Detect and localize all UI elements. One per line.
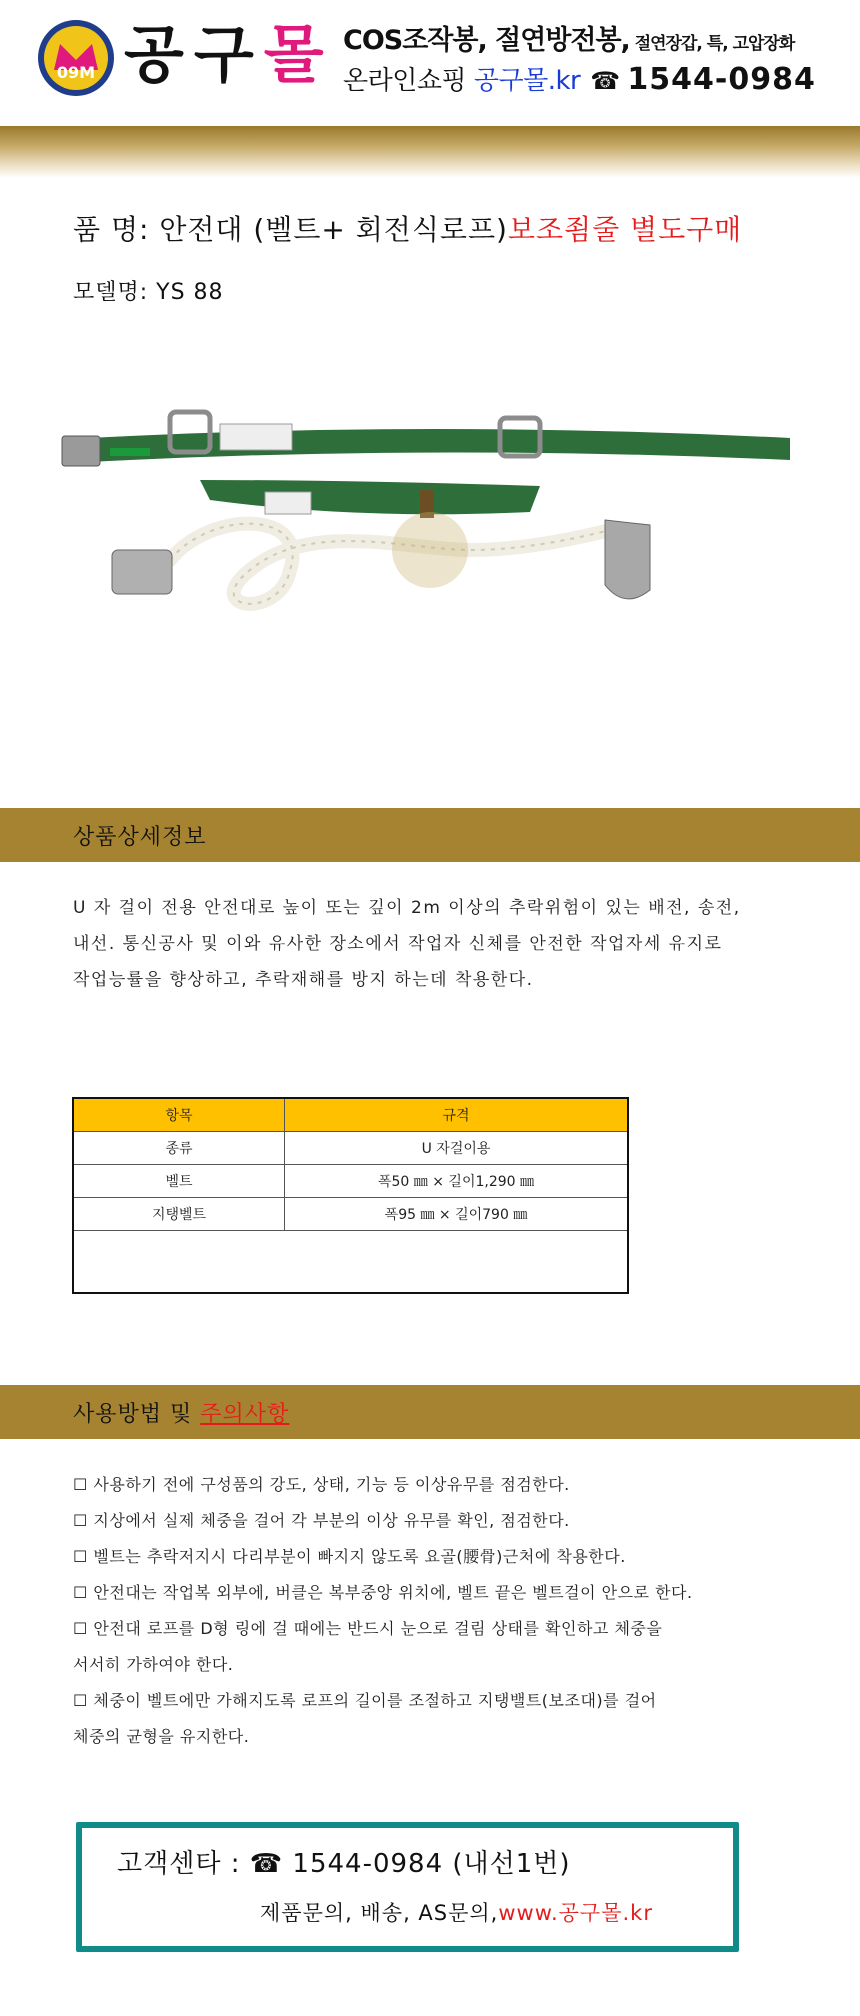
snap-hook <box>605 520 650 599</box>
product-name-note: 보조죔줄 별도구매 <box>507 213 743 246</box>
header-phone[interactable]: 1544-0984 <box>627 62 816 97</box>
detail-line: 작업능률을 향상하고, 추락재해를 방지 하는데 착용한다. <box>73 970 534 990</box>
table-header-row <box>74 1099 627 1132</box>
product-model: 모델명: YS 88 <box>73 280 224 305</box>
watermark-logo <box>392 512 468 588</box>
logo-text: 09M <box>56 63 96 82</box>
belt-accent <box>110 448 150 456</box>
tagline-small: 절연장갑, 특, 고압장화 <box>629 34 795 54</box>
phone-icon: ☎ <box>590 67 620 95</box>
detail-section-title: 상품상세정보 <box>73 825 207 850</box>
support-label <box>265 492 311 514</box>
rope-shape <box>170 524 610 604</box>
belt-label <box>220 424 292 450</box>
brand-logo[interactable] <box>36 18 116 98</box>
table-cell: 지탱벨트 <box>74 1198 285 1230</box>
usage-item: ☐ 지상에서 실제 체중을 걸어 각 부분의 이상 유무를 확인, 점검한다. <box>73 1511 570 1530</box>
shop-label: 온라인쇼핑 <box>343 66 474 96</box>
table-header-cell: 항목 <box>74 1099 285 1131</box>
table-row <box>74 1165 627 1198</box>
customer-center-box <box>76 1822 739 1952</box>
customer-center-topics: 제품문의, 배송, AS문의, <box>260 1901 499 1925</box>
site-link[interactable]: 공구몰.kr <box>473 66 581 96</box>
spec-table <box>72 1097 629 1294</box>
usage-title-main: 사용방법 및 <box>73 1402 201 1427</box>
table-row <box>74 1198 627 1231</box>
usage-item: ☐ 사용하기 전에 구성품의 강도, 상태, 기능 등 이상유무를 점검한다. <box>73 1475 570 1494</box>
brand-name[interactable] <box>124 10 334 100</box>
usage-item: 체중의 균형을 유지한다. <box>73 1727 250 1746</box>
usage-item: 서서히 가하여야 한다. <box>73 1655 234 1674</box>
usage-title-red: 주의사항 <box>200 1402 290 1427</box>
product-image <box>50 400 810 680</box>
product-name-label: 품 명: 안전대 (벨트+ 회전식로프) <box>73 213 508 246</box>
usage-item: ☐ 안전대 로프를 D형 링에 걸 때에는 반드시 눈으로 걸림 상태를 확인하고 체중을 <box>73 1619 663 1638</box>
header-divider-band <box>0 126 860 178</box>
customer-center-info <box>260 1897 653 1927</box>
usage-item: ☐ 벨트는 추락저지시 다리부분이 빠지지 않도록 요골(腰骨)근처에 착용한다. <box>73 1547 626 1566</box>
brand-last: 몰 <box>263 18 334 91</box>
usage-section-title <box>73 1397 289 1428</box>
table-cell: U 자걸이용 <box>421 1141 491 1157</box>
table-header-cell: 규격 <box>442 1108 470 1124</box>
product-name <box>73 208 742 248</box>
detail-line: 내선. 통신공사 및 이와 유사한 장소에서 작업자 신체를 안전한 작업자세 유지로 <box>73 934 723 954</box>
detail-line: U 자 걸이 전용 안전대로 높이 또는 깊이 2m 이상의 추락위험이 있는 배전, 송전, <box>73 898 741 918</box>
table-cell: 종류 <box>74 1132 285 1164</box>
brand-first: 공구 <box>124 18 264 91</box>
table-cell: 폭50 ㎜ × 길이1,290 ㎜ <box>378 1174 534 1190</box>
customer-center-site-link[interactable]: www.공구몰.kr <box>498 1901 653 1925</box>
customer-center-phone[interactable]: 고객센타 : ☎ 1544-0984 (내선1번) <box>117 1849 571 1879</box>
header-tagline-shop <box>343 60 816 97</box>
table-row <box>74 1132 627 1165</box>
table-cell: 폭95 ㎜ × 길이790 ㎜ <box>384 1207 528 1223</box>
tagline-main: COS조작봉, 절연방전봉, <box>343 25 630 56</box>
usage-item: ☐ 안전대는 작업복 외부에, 버클은 복부중앙 위치에, 벨트 끝은 벨트걸이 안으로 한다. <box>73 1583 693 1602</box>
support-belt-shape <box>200 480 540 514</box>
rope-grab-device <box>112 550 172 594</box>
main-belt-shape <box>90 429 790 462</box>
belt-buckle <box>62 436 100 466</box>
usage-item: ☐ 체중이 벨트에만 가해지도록 로프의 길이를 조절하고 지탱밸트(보조대)를 걸어 <box>73 1691 657 1710</box>
header-tagline-products <box>343 18 794 57</box>
table-cell: 벨트 <box>74 1165 285 1197</box>
